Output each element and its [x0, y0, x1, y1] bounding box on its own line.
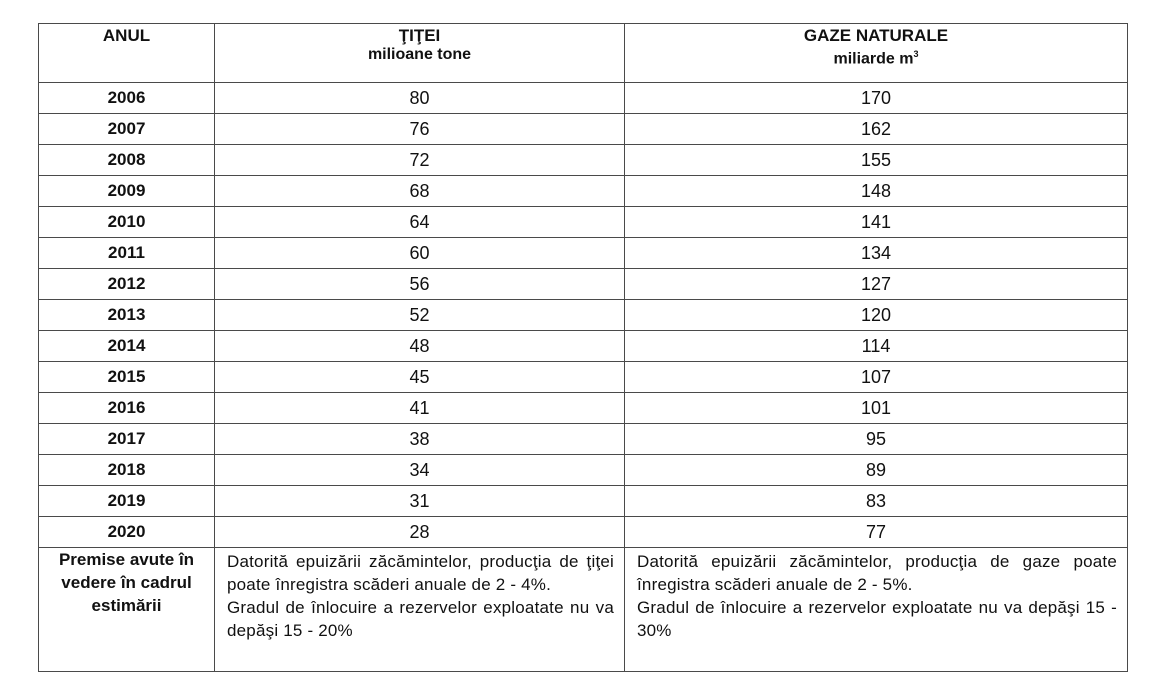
oil-cell: 28: [215, 517, 625, 548]
oil-cell: 64: [215, 207, 625, 238]
oil-cell: 72: [215, 145, 625, 176]
oil-cell: 68: [215, 176, 625, 207]
year-cell: 2020: [39, 517, 215, 548]
gas-cell: 148: [625, 176, 1128, 207]
table-row: [39, 517, 1128, 548]
premises-gas: [625, 548, 1128, 672]
gas-header-unit-sup: 3: [913, 49, 919, 59]
oil-cell: 80: [215, 83, 625, 114]
gas-cell: 83: [625, 486, 1128, 517]
table-row: [39, 238, 1128, 269]
premises-oil: [215, 548, 625, 672]
gas-cell: 101: [625, 393, 1128, 424]
header-row: [39, 24, 1128, 83]
year-cell: 2015: [39, 362, 215, 393]
oil-header-title: ŢIŢEI: [398, 26, 441, 45]
year-cell: 2017: [39, 424, 215, 455]
table-row: [39, 486, 1128, 517]
forecast-table: [38, 23, 1128, 672]
year-cell: 2011: [39, 238, 215, 269]
gas-cell: 127: [625, 269, 1128, 300]
oil-header: [215, 24, 625, 83]
premises-row: [39, 548, 1128, 672]
year-header: [39, 24, 215, 83]
table-row: [39, 114, 1128, 145]
oil-cell: 41: [215, 393, 625, 424]
year-cell: 2007: [39, 114, 215, 145]
gas-cell: 170: [625, 83, 1128, 114]
oil-cell: 45: [215, 362, 625, 393]
gas-header: [625, 24, 1128, 83]
gas-cell: 162: [625, 114, 1128, 145]
gas-header-unit-line: [625, 45, 1127, 68]
table-row: [39, 362, 1128, 393]
table-body: [39, 83, 1128, 548]
table-row: [39, 145, 1128, 176]
year-cell: 2012: [39, 269, 215, 300]
year-cell: 2008: [39, 145, 215, 176]
year-cell: 2019: [39, 486, 215, 517]
gas-cell: 134: [625, 238, 1128, 269]
gas-cell: 155: [625, 145, 1128, 176]
table-row: [39, 207, 1128, 238]
year-cell: 2016: [39, 393, 215, 424]
table-row: [39, 331, 1128, 362]
year-cell: 2018: [39, 455, 215, 486]
oil-cell: 76: [215, 114, 625, 145]
gas-header-title: GAZE NATURALE: [803, 26, 949, 45]
oil-cell: 34: [215, 455, 625, 486]
oil-cell: 60: [215, 238, 625, 269]
table-row: [39, 393, 1128, 424]
table-row: [39, 300, 1128, 331]
year-cell: 2010: [39, 207, 215, 238]
oil-header-unit: milioane tone: [367, 46, 472, 63]
oil-cell: 52: [215, 300, 625, 331]
year-cell: 2014: [39, 331, 215, 362]
gas-cell: 77: [625, 517, 1128, 548]
table-row: [39, 176, 1128, 207]
gas-cell: 141: [625, 207, 1128, 238]
gas-cell: 89: [625, 455, 1128, 486]
year-header-label: ANUL: [102, 26, 151, 45]
table-row: [39, 455, 1128, 486]
premises-label: Premise avute în vedere în cadrul estimării: [39, 548, 215, 672]
oil-cell: 48: [215, 331, 625, 362]
table-row: [39, 83, 1128, 114]
oil-cell: 56: [215, 269, 625, 300]
premises-oil-text-2: Gradul de înlocuire a rezervelor exploatate nu va depăşi 15 - 20%: [227, 598, 614, 640]
premises-gas-text-2: Gradul de înlocuire a rezervelor exploatate nu va depăşi 15 - 30%: [637, 598, 1117, 640]
gas-header-unit: miliarde m: [833, 50, 914, 68]
premises-gas-text-1: Datorită epuizării zăcămintelor, producţia de gaze poate înregistra scăderi anuale de 2 - 5%.: [637, 552, 1117, 594]
oil-cell: 38: [215, 424, 625, 455]
gas-cell: 107: [625, 362, 1128, 393]
year-cell: 2009: [39, 176, 215, 207]
premises-oil-text-1: Datorită epuizării zăcămintelor, producţia de ţiţei poate înregistra scăderi anuale de 2 - 4%.: [227, 552, 614, 594]
table-row: [39, 424, 1128, 455]
gas-cell: 95: [625, 424, 1128, 455]
oil-cell: 31: [215, 486, 625, 517]
year-cell: 2006: [39, 83, 215, 114]
gas-cell: 120: [625, 300, 1128, 331]
year-cell: 2013: [39, 300, 215, 331]
table-row: [39, 269, 1128, 300]
gas-cell: 114: [625, 331, 1128, 362]
